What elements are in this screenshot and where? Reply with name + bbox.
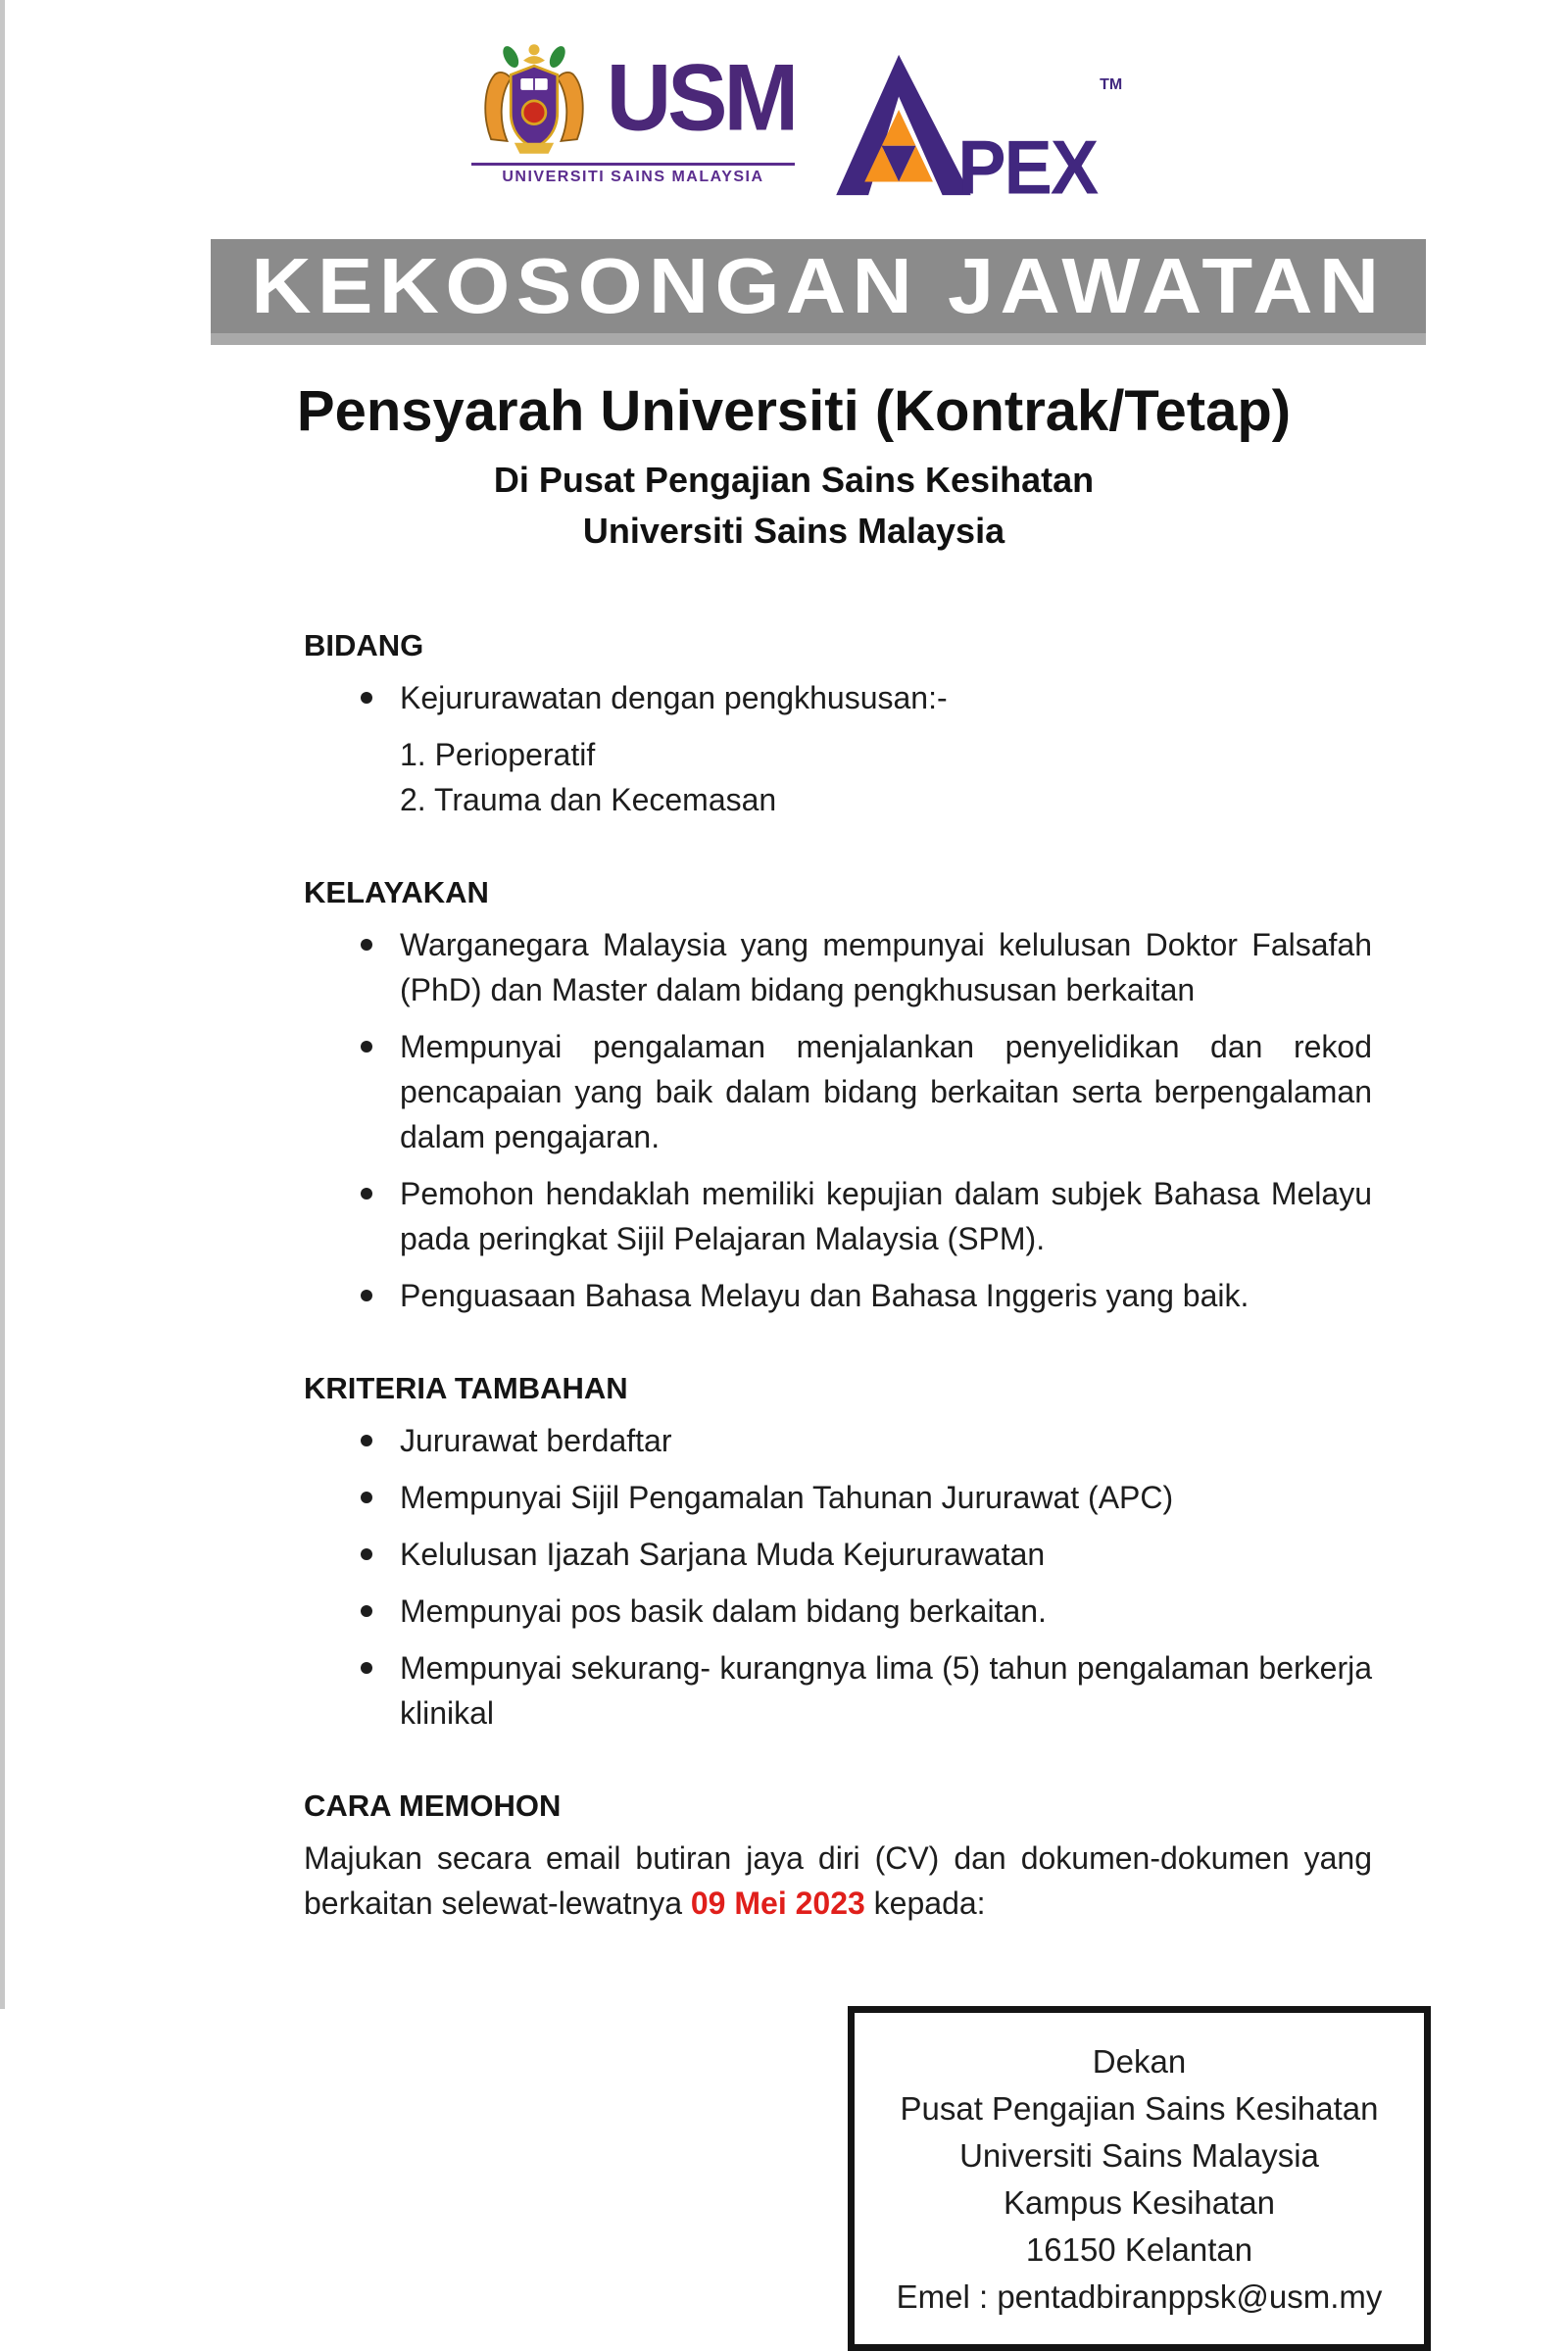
bidang-list bbox=[304, 675, 1372, 720]
apex-logo bbox=[828, 51, 1123, 210]
page-subtitle-2: Universiti Sains Malaysia bbox=[582, 511, 1005, 551]
kelayakan-list bbox=[304, 922, 1372, 1318]
section-cara-memohon bbox=[304, 1788, 1372, 1926]
address-line-school: Pusat Pengajian Sains Kesihatan bbox=[900, 2090, 1379, 2127]
list-item: Warganegara Malaysia yang mempunyai kelulusan Doktor Falsafah (PhD) dan Master dalam bidang pengkhususan berkaitan bbox=[304, 922, 1372, 1012]
usm-caption: UNIVERSITI SAINS MALAYSIA bbox=[471, 163, 795, 186]
section-heading-bidang: BIDANG bbox=[304, 628, 424, 662]
address-box bbox=[848, 2006, 1431, 2351]
section-kriteria bbox=[304, 1371, 1372, 1736]
address-line-email: Emel : pentadbiranppsk@usm.my bbox=[896, 2278, 1383, 2315]
instructions-text-before: Majukan secara email butiran jaya diri (CV) dan dokumen-dokumen yang berkaitan selewat-lewatnya bbox=[304, 1840, 1372, 1921]
page-title: Pensyarah Universiti (Kontrak/Tetap) bbox=[296, 379, 1292, 443]
list-item: Jururawat berdaftar bbox=[304, 1418, 1372, 1463]
address-line-postcode: 16150 Kelantan bbox=[1025, 2231, 1253, 2268]
apex-a-icon bbox=[828, 51, 975, 198]
list-item: Mempunyai Sijil Pengamalan Tahunan Jururawat (APC) bbox=[304, 1475, 1372, 1520]
page-left-edge bbox=[0, 0, 5, 2009]
bidang-sub-item-2: 2. Trauma dan Kecemasan bbox=[400, 782, 777, 817]
page-subtitle-1: Di Pusat Pengajian Sains Kesihatan bbox=[493, 460, 1095, 500]
address-line-campus: Kampus Kesihatan bbox=[1003, 2184, 1275, 2221]
usm-logo-top bbox=[471, 39, 795, 159]
bidang-sub-item-1: 1. Perioperatif bbox=[400, 737, 596, 772]
usm-logo bbox=[471, 39, 795, 186]
list-item: Penguasaan Bahasa Melayu dan Bahasa Inggeris yang baik. bbox=[304, 1273, 1372, 1318]
document-body bbox=[0, 552, 1568, 2351]
usm-crest-icon bbox=[471, 39, 597, 159]
section-heading-kriteria: KRITERIA TAMBAHAN bbox=[304, 1371, 628, 1405]
list-item: Mempunyai pengalaman menjalankan penyelidikan dan rekod pencapaian yang baik dalam bidang berkaitan serta berpengalaman dalam pengajaran. bbox=[304, 1024, 1372, 1159]
list-item: Kelulusan Ijazah Sarjana Muda Kejururawatan bbox=[304, 1532, 1372, 1577]
apex-wordmark: PEX bbox=[957, 123, 1098, 210]
list-item: Mempunyai sekurang- kurangnya lima (5) tahun pengalaman berkerja klinikal bbox=[304, 1645, 1372, 1736]
apex-tm: TM bbox=[1100, 76, 1123, 93]
section-heading-cara: CARA MEMOHON bbox=[304, 1788, 562, 1823]
list-item: Pemohon hendaklah memiliki kepujian dalam subjek Bahasa Melayu pada peringkat Sijil Pelajaran Malaysia (SPM). bbox=[304, 1171, 1372, 1261]
address-line-dekan: Dekan bbox=[1092, 2043, 1187, 2080]
list-item: Kejururawatan dengan pengkhususan:- bbox=[304, 675, 1372, 720]
application-instructions bbox=[304, 1836, 1372, 1926]
kriteria-list bbox=[304, 1418, 1372, 1736]
header-logos bbox=[0, 0, 1568, 210]
section-kelayakan bbox=[304, 875, 1372, 1318]
list-item: Mempunyai pos basik dalam bidang berkaitan. bbox=[304, 1589, 1372, 1634]
title-block bbox=[186, 378, 1401, 552]
instructions-text-after: kepada: bbox=[864, 1886, 986, 1921]
deadline-date: 09 Mei 2023 bbox=[690, 1886, 865, 1921]
usm-wordmark: USM bbox=[606, 45, 796, 151]
address-line-university: Universiti Sains Malaysia bbox=[959, 2137, 1319, 2174]
section-bidang bbox=[304, 628, 1372, 822]
section-heading-kelayakan: KELAYAKAN bbox=[304, 875, 489, 909]
vacancy-banner bbox=[211, 239, 1426, 345]
vacancy-banner-text: KEKOSONGAN JAWATAN bbox=[251, 242, 1386, 329]
